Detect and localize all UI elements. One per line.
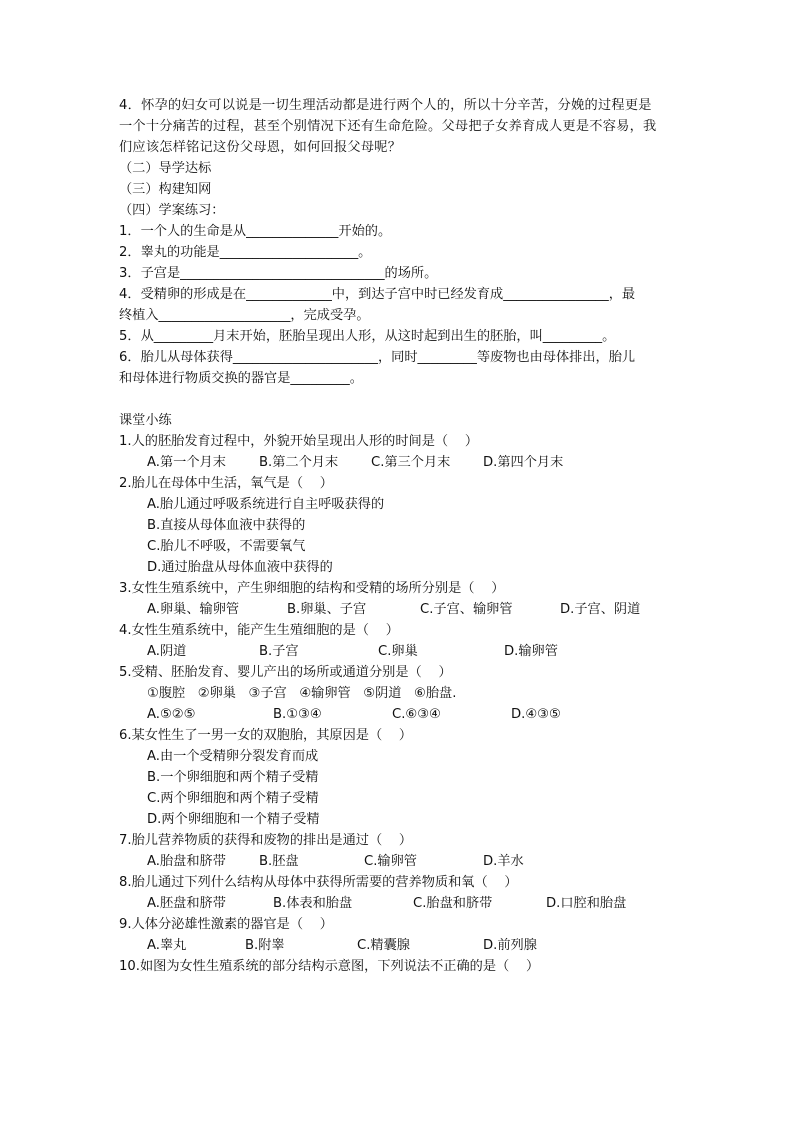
question-5-option-d: D.④③⑤	[511, 707, 561, 722]
question-6-option-a: A.由一个受精卵分裂发育而成	[147, 749, 319, 764]
question-2-option-a: A.胎儿通过呼吸系统进行自主呼吸获得的	[147, 497, 385, 512]
exercise-2: 2．睾丸的功能是_____________________。	[119, 245, 372, 260]
question-8-stem: 8.胎儿通过下列什么结构从母体中获得所需要的营养物质和氧（ ）	[119, 875, 518, 890]
exercise-5: 5．从_________月末开始，胚胎呈现出人形，从这时起到出生的胚胎，叫_________。	[119, 329, 616, 344]
question-8-option-b: B.体表和胎盘	[273, 896, 353, 911]
question-6-option-c: C.两个卵细胞和两个精子受精	[147, 791, 319, 806]
question-5-stem: 5.受精、胚胎发育、婴儿产出的场所或通道分别是（ ）	[119, 665, 452, 680]
exercise-4-line-2: 终植入____________________，完成受孕。	[119, 308, 370, 323]
question-8-option-d: D.口腔和胎盘	[546, 896, 627, 911]
question-9-option-b: B.附睾	[245, 938, 285, 953]
question-4-option-d: D.输卵管	[504, 644, 558, 659]
intro-line-1: 4．怀孕的妇女可以说是一切生理活动都是进行两个人的，所以十分辛苦，分娩的过程更是	[119, 98, 652, 113]
section-heading-4: （四）学案练习：	[119, 203, 225, 218]
intro-line-3: 们应该怎样铭记这份父母恩，如何回报父母呢？	[119, 140, 402, 155]
question-3-option-a: A.卵巢、输卵管	[147, 602, 240, 617]
question-7-option-a: A.胎盘和脐带	[147, 854, 226, 869]
question-5-items: ①腹腔 ②卵巢 ③子宫 ④输卵管 ⑤阴道 ⑥胎盘.	[147, 686, 457, 701]
question-6-stem: 6.某女性生了一男一女的双胞胎，其原因是（ ）	[119, 728, 413, 743]
question-7-option-b: B.胚盘	[259, 854, 299, 869]
question-5-option-a: A.⑤②⑤	[147, 707, 196, 722]
question-4-option-c: C.卵巢	[378, 644, 418, 659]
question-3-stem: 3.女性生殖系统中，产生卵细胞的结构和受精的场所分别是（ ）	[119, 581, 505, 596]
question-7-stem: 7.胎儿营养物质的获得和废物的排出是通过（ ）	[119, 833, 413, 848]
intro-line-2: 一个十分痛苦的过程，甚至个别情况下还有生命危险。父母把子女养育成人更是不容易，我	[119, 119, 657, 134]
question-9-stem: 9.人体分泌雄性激素的器官是（ ）	[119, 917, 333, 932]
question-8-option-a: A.胚盘和脐带	[147, 896, 226, 911]
question-1-option-b: B.第二个月末	[259, 455, 339, 470]
question-7-option-d: D.羊水	[483, 854, 524, 869]
exercise-4-line-1: 4．受精卵的形成是在_____________中，到达子宫中时已经发育成________________，最	[119, 287, 636, 302]
question-3-option-b: B.卵巢、子宫	[287, 602, 367, 617]
question-2-stem: 2.胎儿在母体中生活，氧气是（ ）	[119, 476, 333, 491]
question-1-option-c: C.第三个月末	[371, 455, 451, 470]
question-9-option-d: D.前列腺	[483, 938, 537, 953]
question-3-option-c: C.子宫、输卵管	[420, 602, 513, 617]
exercise-3: 3．子宫是_______________________________的场所。	[119, 266, 438, 281]
section-heading-2: （二）导学达标	[119, 161, 212, 176]
question-1-option-a: A.第一个月末	[147, 455, 226, 470]
question-10-stem: 10.如图为女性生殖系统的部分结构示意图，下列说法不正确的是（ ）	[119, 959, 540, 974]
question-4-option-b: B.子宫	[259, 644, 299, 659]
question-6-option-d: D.两个卵细胞和一个精子受精	[147, 812, 320, 827]
question-1-option-d: D.第四个月末	[483, 455, 564, 470]
question-1-stem: 1.人的胚胎发育过程中，外貌开始呈现出人形的时间是（ ）	[119, 434, 479, 449]
question-7-option-c: C.输卵管	[364, 854, 417, 869]
practice-title: 课堂小练	[119, 413, 172, 428]
question-2-option-b: B.直接从母体血液中获得的	[147, 518, 306, 533]
question-2-option-d: D.通过胎盘从母体血液中获得的	[147, 560, 333, 575]
section-heading-3: （三）构建知网	[119, 182, 212, 197]
question-5-option-b: B.①③④	[273, 707, 322, 722]
exercise-1: 1．一个人的生命是从______________开始的。	[119, 224, 392, 239]
question-2-option-c: C.胎儿不呼吸，不需要氧气	[147, 539, 306, 554]
question-8-option-c: C.胎盘和脐带	[413, 896, 493, 911]
question-6-option-b: B.一个卵细胞和两个精子受精	[147, 770, 319, 785]
exercise-6-line-1: 6．胎儿从母体获得______________________，同时_________等废物也由母体排出，胎儿	[119, 350, 636, 365]
question-3-option-d: D.子宫、阴道	[560, 602, 641, 617]
question-5-option-c: C.⑥③④	[392, 707, 441, 722]
question-4-stem: 4.女性生殖系统中，能产生生殖细胞的是（ ）	[119, 623, 399, 638]
question-9-option-c: C.精囊腺	[357, 938, 410, 953]
exercise-6-line-2: 和母体进行物质交换的器官是_________。	[119, 371, 363, 386]
question-9-option-a: A.睾丸	[147, 938, 187, 953]
question-4-option-a: A.阴道	[147, 644, 187, 659]
